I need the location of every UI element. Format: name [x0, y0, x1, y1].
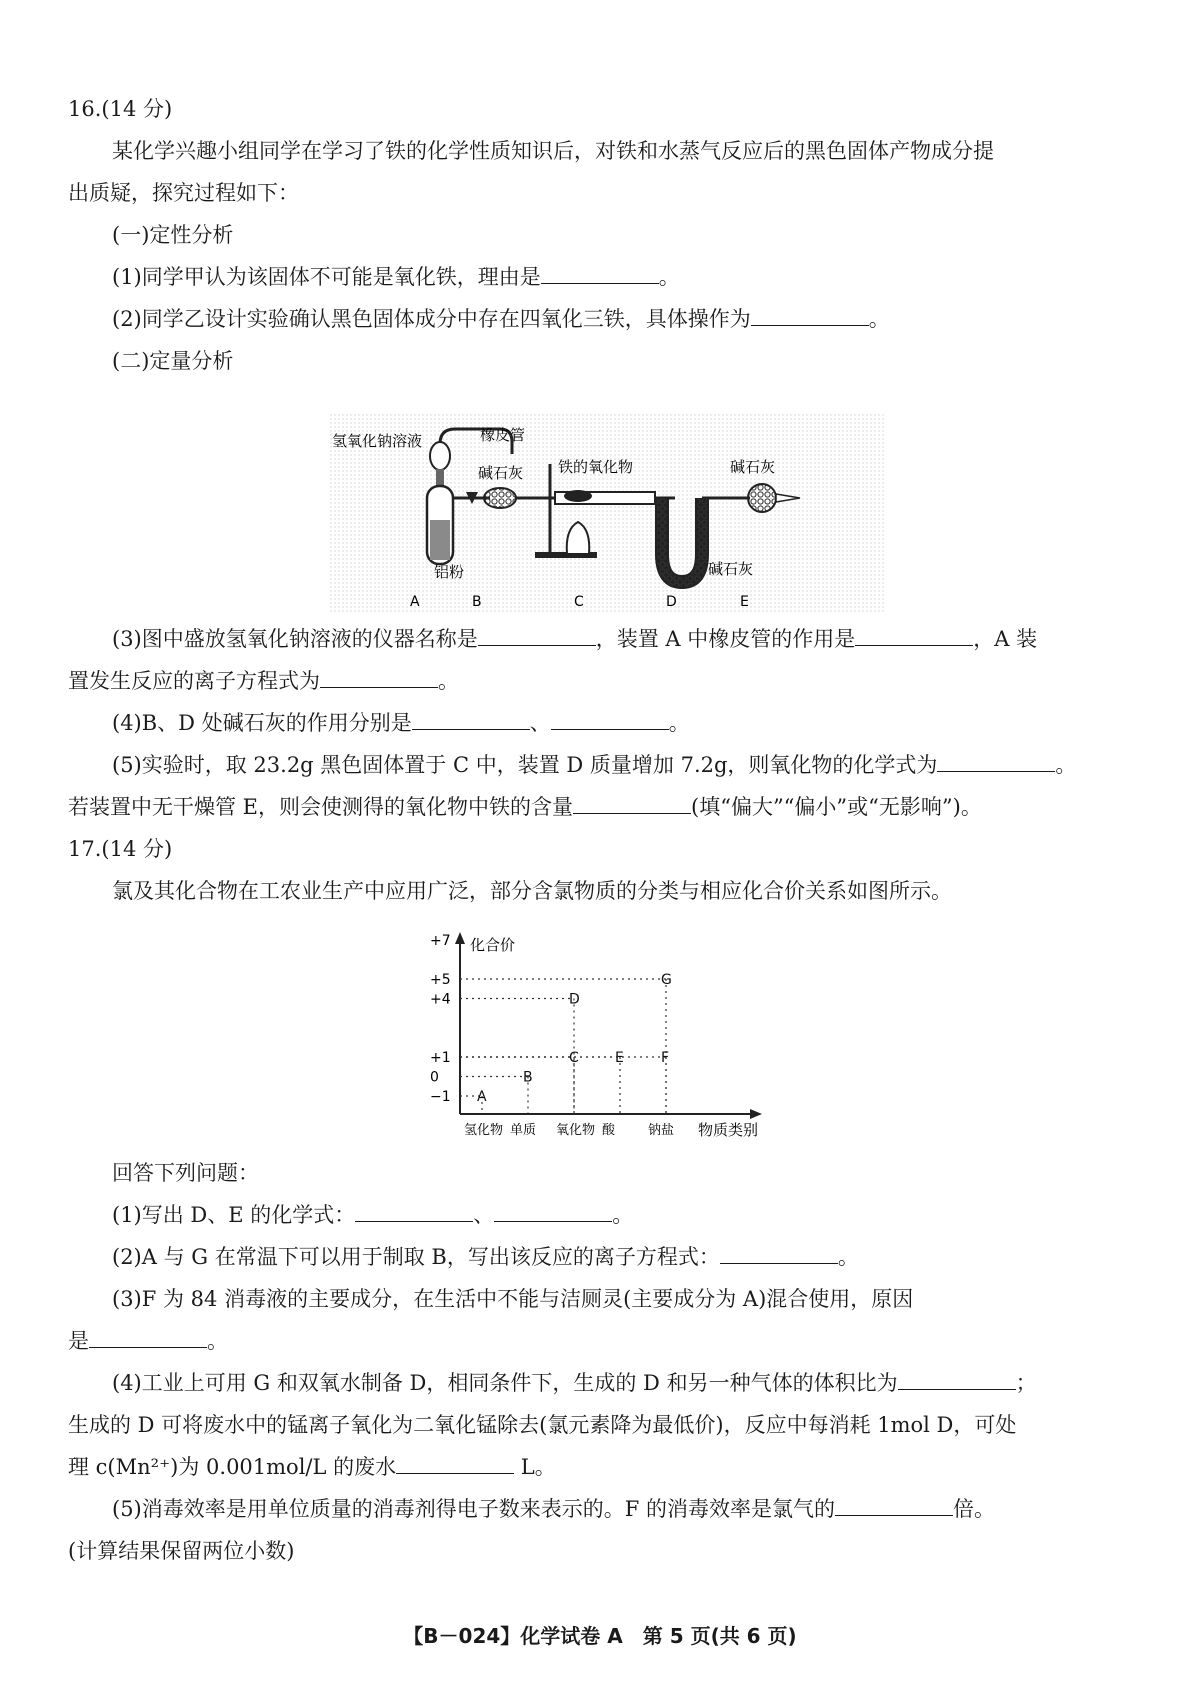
q16-p3-text-d: 置发生反应的离子方程式为: [68, 669, 320, 693]
q16-part-1: [112, 262, 1192, 292]
answer-blank: [320, 669, 438, 688]
al-powder: [430, 520, 450, 560]
q16-p3-text-a: (3)图中盛放氢氧化钠溶液的仪器名称是: [112, 627, 478, 651]
x-axis-arrow: [750, 1109, 762, 1119]
x-tick-label: 氧化物: [556, 1123, 596, 1138]
letter-d: D: [666, 594, 677, 610]
q16-p3-text-b: ，装置 A 中橡皮管的作用是: [595, 627, 856, 651]
label-lime-b: 碱石灰: [478, 464, 524, 482]
answer-blank: [396, 1455, 514, 1474]
answer-blank: [835, 1497, 953, 1516]
q16-intro-2: 出质疑，探究过程如下：: [68, 181, 299, 205]
q16-part-3-cont: [68, 666, 1148, 696]
x-tick-label: 氢化物: [464, 1123, 504, 1138]
period: 。: [438, 669, 459, 693]
point-label: E: [615, 1050, 624, 1066]
period: 。: [868, 307, 890, 331]
label-rubber-tube: 橡皮管: [480, 426, 526, 444]
y-tick-label: +5: [430, 972, 451, 988]
q17-part-4-cont2: [68, 1452, 1148, 1482]
point-label: B: [523, 1069, 533, 1086]
q17-p1-text-b: 、: [473, 1203, 495, 1227]
answer-blank: [855, 627, 973, 646]
q16-part-2: [112, 304, 1192, 334]
chart-marks: [430, 933, 674, 1138]
y-tick-label: +1: [430, 1050, 451, 1066]
q17-p3-text-b: 是: [68, 1329, 89, 1353]
answer-blank: [898, 1371, 1016, 1390]
drying-tube-b: [484, 488, 516, 508]
q16-p3-text-c: ，A 装: [973, 627, 1038, 651]
page-footer: 【B－024】化学试卷 A 第 5 页(共 6 页): [403, 1624, 797, 1648]
answer-blank: [937, 753, 1055, 772]
dropping-funnel: [430, 442, 450, 470]
label-al-powder: 铝粉: [434, 563, 465, 581]
y-axis-arrow: [455, 932, 465, 944]
y-tick-label: −1: [430, 1089, 451, 1105]
q16-p4-text-a: (4)B、D 处碱石灰的作用分别是: [112, 711, 412, 735]
q17-part-5-cont: (计算结果保留两位小数): [68, 1539, 295, 1563]
y-tick-label: +7: [430, 933, 451, 949]
q16-part-5: [112, 750, 1192, 780]
q17-p5-text-b: 倍。: [953, 1497, 995, 1521]
answer-blank: [355, 1203, 473, 1222]
q17-p5-text-a: (5)消毒效率是用单位质量的消毒剂得电子数来表示的。F 的消毒效率是氯气的: [112, 1497, 835, 1521]
q16-p5-text-b: 若装置中无干燥管 E，则会使测得的氧化物中铁的含量: [68, 795, 574, 819]
period: 。: [207, 1329, 228, 1353]
period: 。: [658, 265, 680, 289]
period: 。: [1055, 753, 1077, 777]
period: 。: [837, 1245, 859, 1269]
q17-intro: 氯及其化合物在工农业生产中应用广泛，部分含氯物质的分类与相应化合价关系如图所示。: [112, 879, 952, 903]
q17-part-5: [112, 1494, 1192, 1524]
period: 。: [612, 1203, 634, 1227]
label-lime-e: 碱石灰: [730, 458, 776, 476]
y-axis-label: 化合价: [470, 936, 516, 954]
q17-p4-text-a: (4)工业上可用 G 和双氧水制备 D，相同条件下，生成的 D 和另一种气体的体积比为: [112, 1371, 898, 1395]
q17-part-3-cont: [68, 1326, 1148, 1356]
answer-blank: [751, 307, 869, 326]
answer-blank: [478, 627, 596, 646]
q16-p5-text-a: (5)实验时，取 23.2g 黑色固体置于 C 中，装置 D 质量增加 7.2g，则氧化物的化学式为: [112, 753, 938, 777]
q16-p5-text-c: (填“偏大”“偏小”或“无影响”)。: [691, 795, 982, 819]
answer-blank: [720, 1245, 838, 1264]
x-tick-label: 单质: [510, 1123, 537, 1138]
letter-e: E: [740, 594, 749, 610]
point-label: C: [569, 1050, 579, 1066]
label-naoh: 氢氧化钠溶液: [332, 432, 423, 450]
q16-part-3: [112, 624, 1192, 654]
letter-b: B: [472, 594, 482, 610]
q17-answer-prompt: 回答下列问题：: [112, 1161, 259, 1185]
answer-blank: [551, 711, 669, 730]
q17-p4-text-b: ；: [1015, 1371, 1037, 1395]
answer-blank: [494, 1203, 612, 1222]
answer-blank: [573, 795, 691, 814]
q16-part-5-cont: [68, 792, 1148, 822]
q17-part-4-cont: 生成的 D 可将废水中的锰离子氧化为二氧化锰除去(氯元素降为最低价)，反应中每消耗 1mol D，可处: [68, 1413, 1017, 1437]
q17-p4-text-d: 理 c(Mn²⁺)为 0.001mol/L 的废水: [68, 1455, 397, 1479]
letter-c: C: [574, 594, 584, 610]
q17-part-1: [112, 1200, 1192, 1230]
q16-section-1: (一)定性分析: [112, 223, 234, 247]
valence-chart: [430, 930, 770, 1140]
q17-p4-text-e: L。: [514, 1455, 556, 1479]
answer-blank: [89, 1329, 207, 1348]
x-axis-label: 物质类别: [698, 1121, 759, 1139]
q16-p2-text: (2)同学乙设计实验确认黑色固体成分中存在四氧化三铁，具体操作为: [112, 307, 751, 331]
period: 。: [668, 711, 690, 735]
y-tick-label: +4: [430, 991, 451, 1008]
iron-oxide-sample: [564, 490, 592, 502]
q16-p1-text: (1)同学甲认为该固体不可能是氧化铁，理由是: [112, 265, 541, 289]
drying-tube-e: [748, 484, 776, 512]
answer-blank: [541, 265, 659, 284]
q17-p1-text-a: (1)写出 D、E 的化学式：: [112, 1203, 356, 1227]
q17-part-4: [112, 1368, 1192, 1398]
answer-blank: [412, 711, 530, 730]
q16-part-4: [112, 708, 1192, 738]
q17-p2-text: (2)A 与 G 在常温下可以用于制取 B，写出该反应的离子方程式：: [112, 1245, 720, 1269]
q16-intro-1: 某化学兴趣小组同学在学习了铁的化学性质知识后，对铁和水蒸气反应后的黑色固体产物成分提: [112, 139, 994, 163]
y-tick-label: 0: [430, 1069, 439, 1086]
x-tick-label: 酸: [602, 1123, 616, 1138]
letter-a: A: [410, 594, 420, 610]
apparatus-figure: [330, 414, 885, 614]
q16-header: 16.(14 分): [68, 97, 173, 121]
label-iron-oxide: 铁的氧化物: [558, 458, 634, 476]
label-lime-d: 碱石灰: [708, 560, 754, 578]
q17-part-3: (3)F 为 84 消毒液的主要成分，在生活中不能与洁厕灵(主要成分为 A)混合使用，原因: [112, 1287, 914, 1311]
point-label: F: [661, 1050, 670, 1066]
q16-section-2: (二)定量分析: [112, 349, 234, 373]
q16-p4-text-b: 、: [529, 711, 551, 735]
point-label: D: [569, 991, 580, 1008]
x-tick-label: 钠盐: [648, 1123, 675, 1138]
point-label: G: [661, 972, 672, 988]
q17-header: 17.(14 分): [68, 837, 173, 861]
point-label: A: [477, 1089, 487, 1105]
q17-part-2: [112, 1242, 1192, 1272]
